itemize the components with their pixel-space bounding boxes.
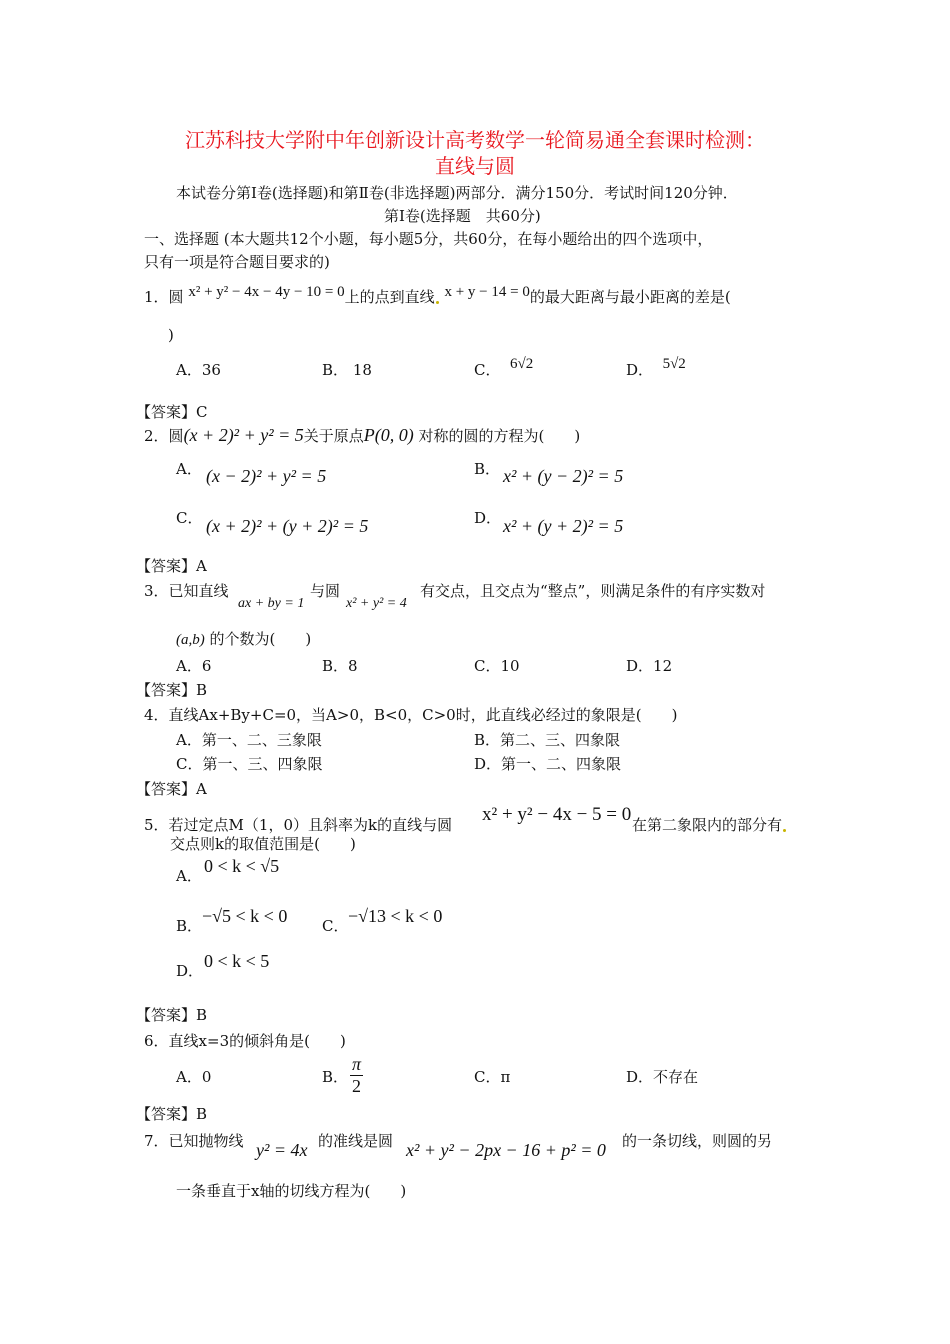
mark-dot — [783, 829, 786, 832]
mark-dot — [436, 301, 439, 304]
line-equation: x + y − 14 = 0 — [444, 284, 530, 300]
fraction-numerator: π — [352, 1054, 362, 1074]
question-5: 5．若过定点M（1，0）且斜率为k的直线与圆 — [144, 816, 453, 834]
q1-option-c: C． 6√2 — [474, 356, 534, 379]
q4-option-d: D．第一、二、四象限 — [474, 755, 622, 773]
q1-option-b: B． 18 — [322, 361, 372, 379]
q2-option-c: (x + 2)² + (y + 2)² = 5 — [206, 516, 369, 536]
q2-answer: 【答案】A — [136, 557, 207, 575]
q3-option-d: D．12 — [626, 657, 673, 675]
q1-option-a: A．36 — [176, 361, 221, 379]
circle-equation: x² + y² = 4 — [346, 596, 407, 611]
q3-option-b: B．8 — [322, 657, 358, 675]
question-7: 7．已知抛物线 — [144, 1132, 244, 1150]
q5-option-b: −√5 < k < 0 — [202, 906, 288, 926]
q5-option-a: 0 < k < √5 — [204, 856, 280, 876]
q5-option-c-label: C． — [322, 917, 349, 935]
parabola-equation: y² = 4x — [256, 1140, 308, 1160]
part-instructions-line-1: 一、选择题 (本大题共12个小题，每小题5分，共60分，在每小题给出的四个选项中， — [144, 230, 713, 248]
q6-option-c: C．π — [474, 1068, 511, 1086]
q6-option-b-fraction — [350, 1054, 363, 1097]
q2-option-d: x² + (y + 2)² = 5 — [503, 516, 624, 536]
question-1 — [144, 286, 731, 307]
q4-option-c: C．第一、三、四象限 — [176, 755, 323, 773]
circle-equation: (x + 2)² + y² = 5 — [183, 425, 304, 445]
q5-option-a-label: A． — [176, 867, 202, 885]
q1-answer: 【答案】C — [136, 403, 208, 421]
question-text: 与圆 — [310, 582, 341, 600]
question-3: 3．已知直线 — [144, 582, 229, 600]
q2-option-b: x² + (y − 2)² = 5 — [503, 466, 624, 486]
line-equation: ax + by = 1 — [238, 596, 305, 611]
question-6: 6．直线x=3的倾斜角是( ) — [144, 1032, 346, 1050]
question-7-line-2: 一条垂直于x轴的切线方程为( ) — [176, 1182, 407, 1200]
question-text: 圆 — [168, 288, 184, 306]
q2-option-d-label: D． — [474, 509, 502, 527]
circle-equation: x² + y² − 2px − 16 + p² = 0 — [406, 1140, 606, 1160]
question-4: 4．直线Ax+By+C=0，当A>0，B<0，C>0时，此直线必经过的象限是( ) — [144, 706, 678, 724]
question-text: 上的点到直线 — [344, 288, 435, 306]
q6-option-a: A．0 — [176, 1068, 212, 1086]
q6-option-d: D．不存在 — [626, 1068, 699, 1086]
question-text: 在第二象限内的部分有 — [632, 814, 787, 835]
q5-option-b-label: B． — [176, 917, 203, 935]
q5-option-d: 0 < k < 5 — [204, 951, 270, 971]
question-text: 有交点，且交点为“整点”，则满足条件的有序实数对 — [420, 582, 766, 600]
question-text: 的最大距离与最小距离的差是( — [529, 288, 731, 306]
q6-option-b-label: B． — [322, 1068, 349, 1086]
question-2: 2．圆(x + 2)² + y² = 5关于原点P(0, 0) 对称的圆的方程为( ) — [144, 425, 581, 445]
q2-option-c-label: C． — [176, 509, 203, 527]
q3-option-c: C．10 — [474, 657, 520, 675]
question-text: 的准线是圆 — [318, 1132, 394, 1150]
point-p: P(0, 0) — [363, 425, 414, 445]
q2-option-b-label: B． — [474, 460, 501, 478]
part-instructions-line-2: 只有一项是符合题目要求的) — [144, 253, 330, 271]
circle-equation: x² + y² − 4x − 4y − 10 = 0 — [188, 284, 345, 300]
q5-option-d-label: D． — [176, 962, 204, 980]
question-3-line-2: (a,b) 的个数为( ) — [176, 630, 312, 648]
question-text: 的一条切线，则圆的另 — [622, 1132, 773, 1150]
q4-option-b: B．第二、三、四象限 — [474, 731, 621, 749]
q2-option-a: (x − 2)² + y² = 5 — [206, 466, 327, 486]
fraction-denominator: 2 — [352, 1076, 362, 1096]
circle-equation: x² + y² − 4x − 5 = 0 — [482, 804, 632, 825]
q5-answer: 【答案】B — [136, 1006, 208, 1024]
intro-text: 本试卷分第Ⅰ卷(选择题)和第Ⅱ卷(非选择题)两部分．满分150分．考试时间120分钟． — [176, 184, 738, 202]
q4-answer: 【答案】A — [136, 780, 207, 798]
question-1-close-paren: ) — [168, 326, 174, 344]
q5-option-c: −√13 < k < 0 — [348, 906, 443, 926]
q2-option-a-label: A． — [176, 460, 202, 478]
title-line-2: 直线与圆 — [435, 154, 515, 178]
q1-option-d: D． 5√2 — [626, 356, 686, 379]
q4-option-a: A．第一、二、三象限 — [176, 731, 322, 749]
q3-answer: 【答案】B — [136, 681, 208, 699]
section-title: 第Ⅰ卷(选择题 共60分) — [384, 207, 541, 225]
question-number: 1． — [144, 288, 169, 306]
q3-option-a: A．6 — [176, 657, 212, 675]
q6-answer: 【答案】B — [136, 1105, 208, 1123]
title-line-1: 江苏科技大学附中年创新设计高考数学一轮简易通全套课时检测： — [185, 128, 765, 152]
question-5-line-2: 交点则k的取值范围是( ) — [170, 835, 356, 853]
